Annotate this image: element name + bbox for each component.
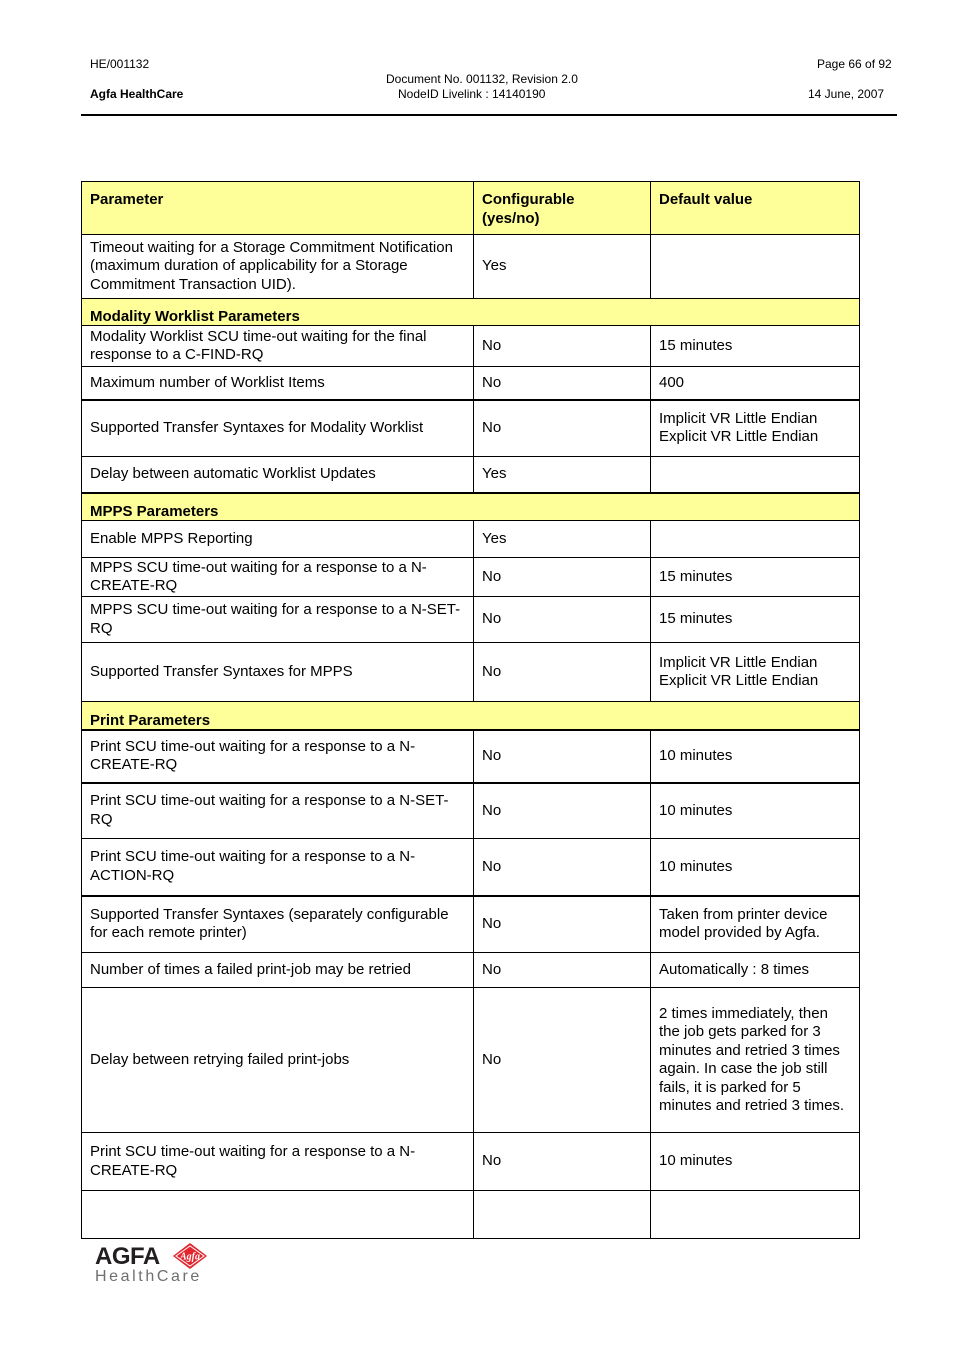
param-cell: Print SCU time-out waiting for a response to a N-CREATE-RQ	[82, 730, 474, 783]
default-cell	[651, 521, 860, 558]
agfa-healthcare-logo	[95, 1240, 215, 1290]
table-header-row	[82, 182, 860, 235]
column-header-parameter: Parameter	[82, 182, 474, 235]
default-cell	[651, 1191, 860, 1239]
section-row-modality-worklist	[82, 299, 860, 326]
logo-subtitle: HealthCare	[95, 1268, 202, 1285]
logo-wordmark: AGFA	[95, 1243, 160, 1270]
param-cell: Timeout waiting for a Storage Commitment Notification (maximum duration of applicability for a Storage Commitment Transaction UID).	[82, 235, 474, 299]
default-cell: 10 minutes	[651, 730, 860, 783]
column-header-default-value: Default value	[651, 182, 860, 235]
param-cell: Supported Transfer Syntaxes for Modality Worklist	[82, 400, 474, 457]
node-id: NodeID Livelink : 14140190	[398, 87, 546, 101]
configurable-cell: No	[474, 730, 651, 783]
configurable-cell: No	[474, 783, 651, 839]
param-cell: Number of times a failed print-job may be retried	[82, 953, 474, 988]
header-rule	[81, 114, 897, 116]
default-cell	[651, 235, 860, 299]
agfa-rhombus-icon	[170, 1241, 210, 1271]
default-cell: 15 minutes	[651, 558, 860, 597]
table-row	[82, 988, 860, 1133]
default-cell: Automatically : 8 times	[651, 953, 860, 988]
param-cell: Supported Transfer Syntaxes for MPPS	[82, 643, 474, 702]
default-cell: 10 minutes	[651, 1133, 860, 1191]
param-cell: Print SCU time-out waiting for a response to a N-ACTION-RQ	[82, 839, 474, 896]
param-cell: Print SCU time-out waiting for a response to a N-SET-RQ	[82, 783, 474, 839]
default-cell: 15 minutes	[651, 597, 860, 643]
configurable-cell: Yes	[474, 457, 651, 493]
param-cell: Modality Worklist SCU time-out waiting for the final response to a C-FIND-RQ	[82, 326, 474, 367]
configurable-cell: No	[474, 558, 651, 597]
param-cell: MPPS SCU time-out waiting for a response to a N-SET-RQ	[82, 597, 474, 643]
table-row	[82, 953, 860, 988]
configurable-cell	[474, 1191, 651, 1239]
column-header-configurable-label: Configurable (yes/no)	[482, 191, 575, 227]
parameters-table	[81, 181, 860, 1239]
table-row	[82, 558, 860, 597]
section-title: Print Parameters	[82, 702, 860, 730]
default-cell: 400	[651, 367, 860, 400]
param-cell: Enable MPPS Reporting	[82, 521, 474, 558]
section-row-mpps	[82, 493, 860, 521]
configurable-cell: No	[474, 597, 651, 643]
default-cell: 2 times immediately, then the job gets parked for 3 minutes and retried 3 times again. In case the job still fails, it is parked for 5 minutes and retried 3 times.	[651, 988, 860, 1133]
column-header-configurable	[474, 182, 651, 235]
table-row	[82, 400, 860, 457]
company-name: Agfa HealthCare	[90, 87, 184, 101]
table-row	[82, 783, 860, 839]
configurable-cell: No	[474, 643, 651, 702]
configurable-cell: No	[474, 326, 651, 367]
param-cell	[82, 1191, 474, 1239]
configurable-cell: No	[474, 1133, 651, 1191]
doc-date: 14 June, 2007	[808, 87, 885, 101]
table-row	[82, 597, 860, 643]
param-cell: Maximum number of Worklist Items	[82, 367, 474, 400]
table-row	[82, 521, 860, 558]
default-cell: 15 minutes	[651, 326, 860, 367]
table-row	[82, 839, 860, 896]
configurable-cell: No	[474, 988, 651, 1133]
configurable-cell: Yes	[474, 521, 651, 558]
section-title: MPPS Parameters	[82, 493, 860, 521]
table-row	[82, 730, 860, 783]
param-cell: Delay between retrying failed print-jobs	[82, 988, 474, 1133]
table-row-empty	[82, 1191, 860, 1239]
page-number: Page 66 of 92	[817, 57, 892, 71]
default-cell	[651, 457, 860, 493]
param-cell: Print SCU time-out waiting for a response to a N-CREATE-RQ	[82, 1133, 474, 1191]
configurable-cell: No	[474, 400, 651, 457]
default-cell: Implicit VR Little Endian Explicit VR Little Endian	[651, 643, 860, 702]
table-row	[82, 235, 860, 299]
table-row	[82, 367, 860, 400]
section-row-print	[82, 702, 860, 730]
logo-badge-text: Agfa	[180, 1251, 200, 1263]
table-row	[82, 1133, 860, 1191]
default-cell: 10 minutes	[651, 839, 860, 896]
param-cell: Delay between automatic Worklist Updates	[82, 457, 474, 493]
doc-number: Document No. 001132, Revision 2.0	[386, 72, 578, 86]
table-row	[82, 896, 860, 953]
configurable-cell: No	[474, 839, 651, 896]
param-cell: Supported Transfer Syntaxes (separately configurable for each remote printer)	[82, 896, 474, 953]
configurable-cell: No	[474, 953, 651, 988]
param-cell: MPPS SCU time-out waiting for a response to a N-CREATE-RQ	[82, 558, 474, 597]
configurable-cell: No	[474, 367, 651, 400]
section-title: Modality Worklist Parameters	[82, 299, 860, 326]
default-cell: 10 minutes	[651, 783, 860, 839]
configurable-cell: No	[474, 896, 651, 953]
table-row	[82, 326, 860, 367]
default-cell: Taken from printer device model provided by Agfa.	[651, 896, 860, 953]
table-row	[82, 457, 860, 493]
configurable-cell: Yes	[474, 235, 651, 299]
table-row	[82, 643, 860, 702]
default-cell: Implicit VR Little Endian Explicit VR Little Endian	[651, 400, 860, 457]
doc-code: HE/001132	[90, 57, 150, 71]
